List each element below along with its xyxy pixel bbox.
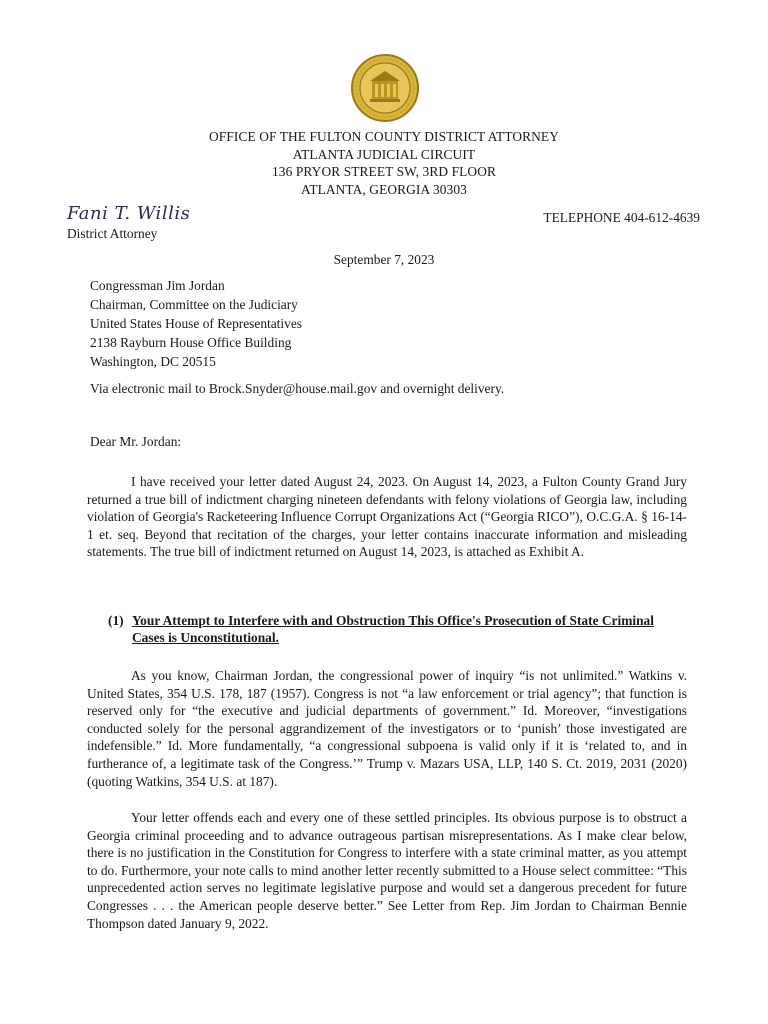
section-heading bbox=[108, 612, 678, 646]
salutation: Dear Mr. Jordan: bbox=[90, 434, 182, 449]
address-line: Washington, DC 20515 bbox=[90, 354, 216, 369]
signature: Fani T. Willis bbox=[67, 203, 191, 224]
office-line: ATLANTA JUDICIAL CIRCUIT bbox=[292, 146, 476, 162]
address-line: 2138 Rayburn House Office Building bbox=[90, 335, 292, 350]
paragraph-text: As you know, Chairman Jordan, the congressional power of inquiry “is not unlimited.” Watkins v. United States, 354 U.S. 178, 187 (1957). Congress is not “a law enforcement or trial agency”; that function is reserved only for “the executive and judicial departments of government.” Id. Moreover, “investigations conducted solely for the personal aggrandizement of the investigators or to ‘punish’ those investigated are indefensible.” Id. More fundamentally, “a congressional subpoena is valid only if it is ‘related to, and in furtherance of, a legitimate task of the Congress.’” Trump v. Mazars USA, LLP, 140 S. Ct. 2019, 2031 (2020) (quoting Watkins, 354 U.S. at 187). bbox=[87, 668, 687, 789]
recipient-address bbox=[90, 276, 302, 371]
district-attorney-title: District Attorney bbox=[67, 226, 158, 241]
address-line: Congressman Jim Jordan bbox=[90, 278, 225, 293]
section-title: Your Attempt to Interfere with and Obstruction This Office's Prosecution of State Criminal Cases is Unconstitutional. bbox=[132, 613, 654, 645]
section-number: (1) bbox=[108, 613, 124, 628]
paragraph-inquiry bbox=[87, 667, 687, 790]
address-line: United States House of Representatives bbox=[90, 316, 302, 331]
office-line: ATLANTA, GEORGIA 30303 bbox=[301, 181, 467, 197]
paragraph-text: Your letter offends each and every one of these settled principles. Its obvious purpose is to obstruct a Georgia criminal proceeding and to advance outrageous partisan misrepresentations. As I make clear below, there is no justification in the Constitution for Congress to interfere with a state criminal matter, as you attempt to do. Furthermore, your note calls to mind another letter recently submitted to a House select committee: “This unprecedented action serves no legitimate legislative purpose and would set a dangerous precedent for future Congresses . . . the American people deserve better.” See Letter from Rep. Jim Jordan to Chairman Bennie Thompson dated January 9, 2022. bbox=[87, 810, 687, 931]
paragraph-intro bbox=[87, 473, 687, 561]
delivery-note: Via electronic mail to Brock.Snyder@house.mail.gov and overnight delivery. bbox=[90, 381, 505, 396]
fulton-county-seal-icon bbox=[350, 53, 420, 123]
telephone: TELEPHONE 404-612-4639 bbox=[543, 210, 700, 225]
letter-date: September 7, 2023 bbox=[333, 252, 435, 267]
paragraph-text: I have received your letter dated August 24, 2023. On August 14, 2023, a Fulton County Grand Jury returned a true bill of indictment charging nineteen defendants with felony violations of Georgia law, including violation of Georgia's Racketeering Influence Corrupt Organizations Act (“Georgia RICO”), O.C.G.A. § 16-14-1 et. seq. Beyond that recitation of the charges, your letter contains inaccurate information and misleading statements. The true bill of indictment returned on August 14, 2023, is attached as Exhibit A. bbox=[87, 474, 687, 560]
office-line: OFFICE OF THE FULTON COUNTY DISTRICT ATTORNEY bbox=[209, 129, 559, 144]
office-line: 136 PRYOR STREET SW, 3RD FLOOR bbox=[272, 164, 496, 179]
office-letterhead bbox=[0, 128, 768, 198]
address-line: Chairman, Committee on the Judiciary bbox=[90, 297, 298, 312]
paragraph-offends bbox=[87, 809, 687, 932]
